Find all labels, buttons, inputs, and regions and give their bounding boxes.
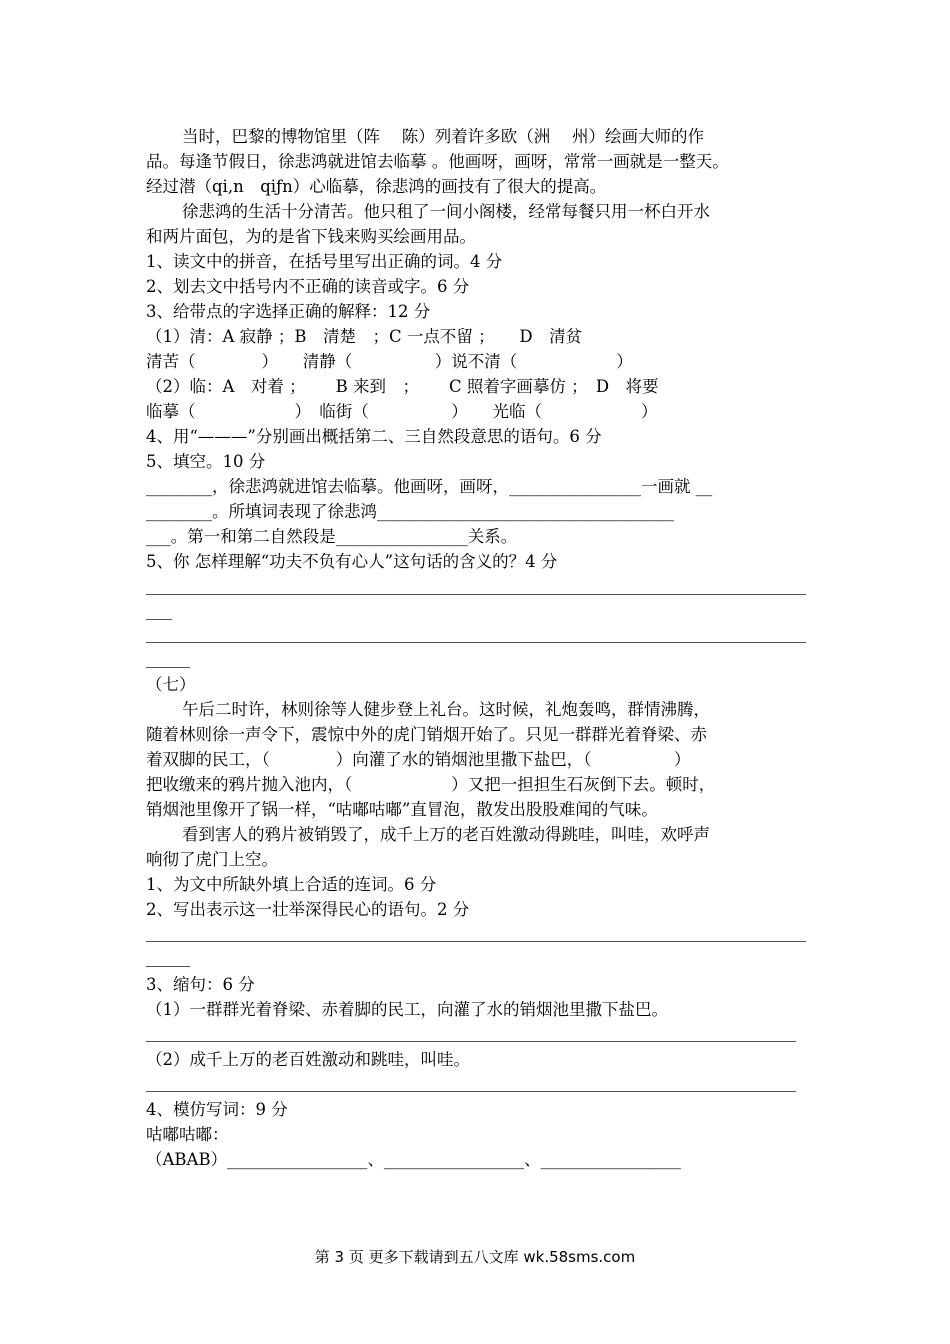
s6-para1-line2: 品。每逢节假日，徐悲鸿就进馆去临摹 。他画呀，画呀，常常一画就是一整天。 xyxy=(146,152,729,171)
answer-line-tail xyxy=(146,667,190,668)
s7-para1-line1: 午后二时许，林则徐等人健步登上礼台。这时候，礼炮轰鸣，群情沸腾， xyxy=(182,700,710,719)
s6-question-2: 2、划去文中括号内不正确的读音或字。6 分 xyxy=(146,277,470,296)
answer-line xyxy=(146,642,806,643)
s6-para2-line1: 徐悲鸿的生活十分清苦。他只租了一间小阁楼，经常每餐只用一杯白开水 xyxy=(182,202,710,221)
s7-q3-1-sentence: （1）一群群光着脊梁、赤着脚的民工，向灌了水的销烟池里撒下盐巴。 xyxy=(146,1000,668,1019)
answer-line xyxy=(146,1041,796,1042)
s7-question-4: 4、模仿写词：9 分 xyxy=(146,1100,288,1119)
s7-para1-line5: 销烟池里像开了锅一样，“咕嘟咕嘟”直冒泡，散发出股股难闻的气味。 xyxy=(146,800,658,819)
s7-para2-line1: 看到害人的鸦片被销毁了，成千上万的老百姓激动得跳哇，叫哇，欢呼声 xyxy=(182,825,710,844)
s7-q4-word: 咕嘟咕嘟： xyxy=(146,1125,229,1144)
s7-para1-line2: 随着林则徐一声令下，震惊中外的虎门销烟开始了。只见一群群光着脊梁、赤 xyxy=(146,725,707,744)
s6-q3-1-options: （1）清：A 寂静 ；B 清楚 ；C 一点不留 ； D 清贫 xyxy=(146,327,583,346)
s6-question-1: 1、读文中的拼音，在括号里写出正确的词。4 分 xyxy=(146,252,503,271)
s7-para1-line4: 把收缴来的鸦片抛入池内，（ ）又把一担担生石灰倒下去。顿时， xyxy=(146,775,716,794)
answer-line-tail xyxy=(146,966,190,967)
s7-para1-line3: 着双脚的民工，（ ）向灌了水的销烟池里撒下盐巴，（ ） xyxy=(146,750,691,769)
s7-para2-line2: 响彻了虎门上空。 xyxy=(146,850,278,869)
page-footer: 第 3 页 更多下载请到五八文库 wk.58sms.com xyxy=(314,1248,636,1266)
s6-para1-line3: 经过潜（qi,n qiƒn）心临摹，徐悲鸿的画技有了很大的提高。 xyxy=(146,177,607,196)
s7-heading: （七） xyxy=(146,675,196,694)
s6-q3-2-blanks: 临摹（ ） 临街（ ） 光临（ ） xyxy=(146,402,658,421)
s6-para1-line1: 当时，巴黎的博物馆里（阵 陈）列着许多欧（洲 州）绘画大师的作 xyxy=(182,127,704,146)
s6-q5-fill-line2: ________。所填词表现了徐悲鸿____________________________________ xyxy=(146,502,674,521)
answer-line-tail xyxy=(146,619,172,620)
s6-q3-2-options: （2）临：A 对着 ； B 来到 ； C 照着字画摹仿 ； D 将要 xyxy=(146,377,659,396)
s6-question-4: 4、用“———”分别画出概括第二、三自然段意思的语句。6 分 xyxy=(146,427,602,446)
s6-question-6: 5、你 怎样理解“功夫不负有心人”这句话的含义的？4 分 xyxy=(146,552,558,571)
s7-question-2: 2、写出表示这一壮举深得民心的语句。2 分 xyxy=(146,900,470,919)
s7-q3-2-sentence: （2）成千上万的老百姓激动和跳哇，叫哇。 xyxy=(146,1050,470,1069)
answer-line xyxy=(146,1091,796,1092)
s6-q5-fill-line1: ________，徐悲鸿就进馆去临摹。他画呀，画呀，________________一画就 __ xyxy=(146,477,713,496)
answer-line xyxy=(146,594,806,595)
s6-q3-1-blanks: 清苦（ ） 清静（ ）说不清（ ） xyxy=(146,352,633,371)
s6-question-5: 5、填空。10 分 xyxy=(146,452,266,471)
s6-q5-fill-line3: ___。第一和第二自然段是________________关系。 xyxy=(146,527,518,546)
answer-line xyxy=(146,941,806,942)
s6-question-3: 3、给带点的字选择正确的解释：12 分 xyxy=(146,302,431,321)
s7-question-1: 1、为文中所缺外填上合适的连词。6 分 xyxy=(146,875,437,894)
s7-question-3: 3、缩句：6 分 xyxy=(146,975,255,994)
s6-para2-line2: 和两片面包，为的是省下钱来购买绘画用品。 xyxy=(146,227,476,246)
s7-q4-pattern-blanks: （ABAB）_________________、_________________、_________________ xyxy=(146,1150,681,1169)
